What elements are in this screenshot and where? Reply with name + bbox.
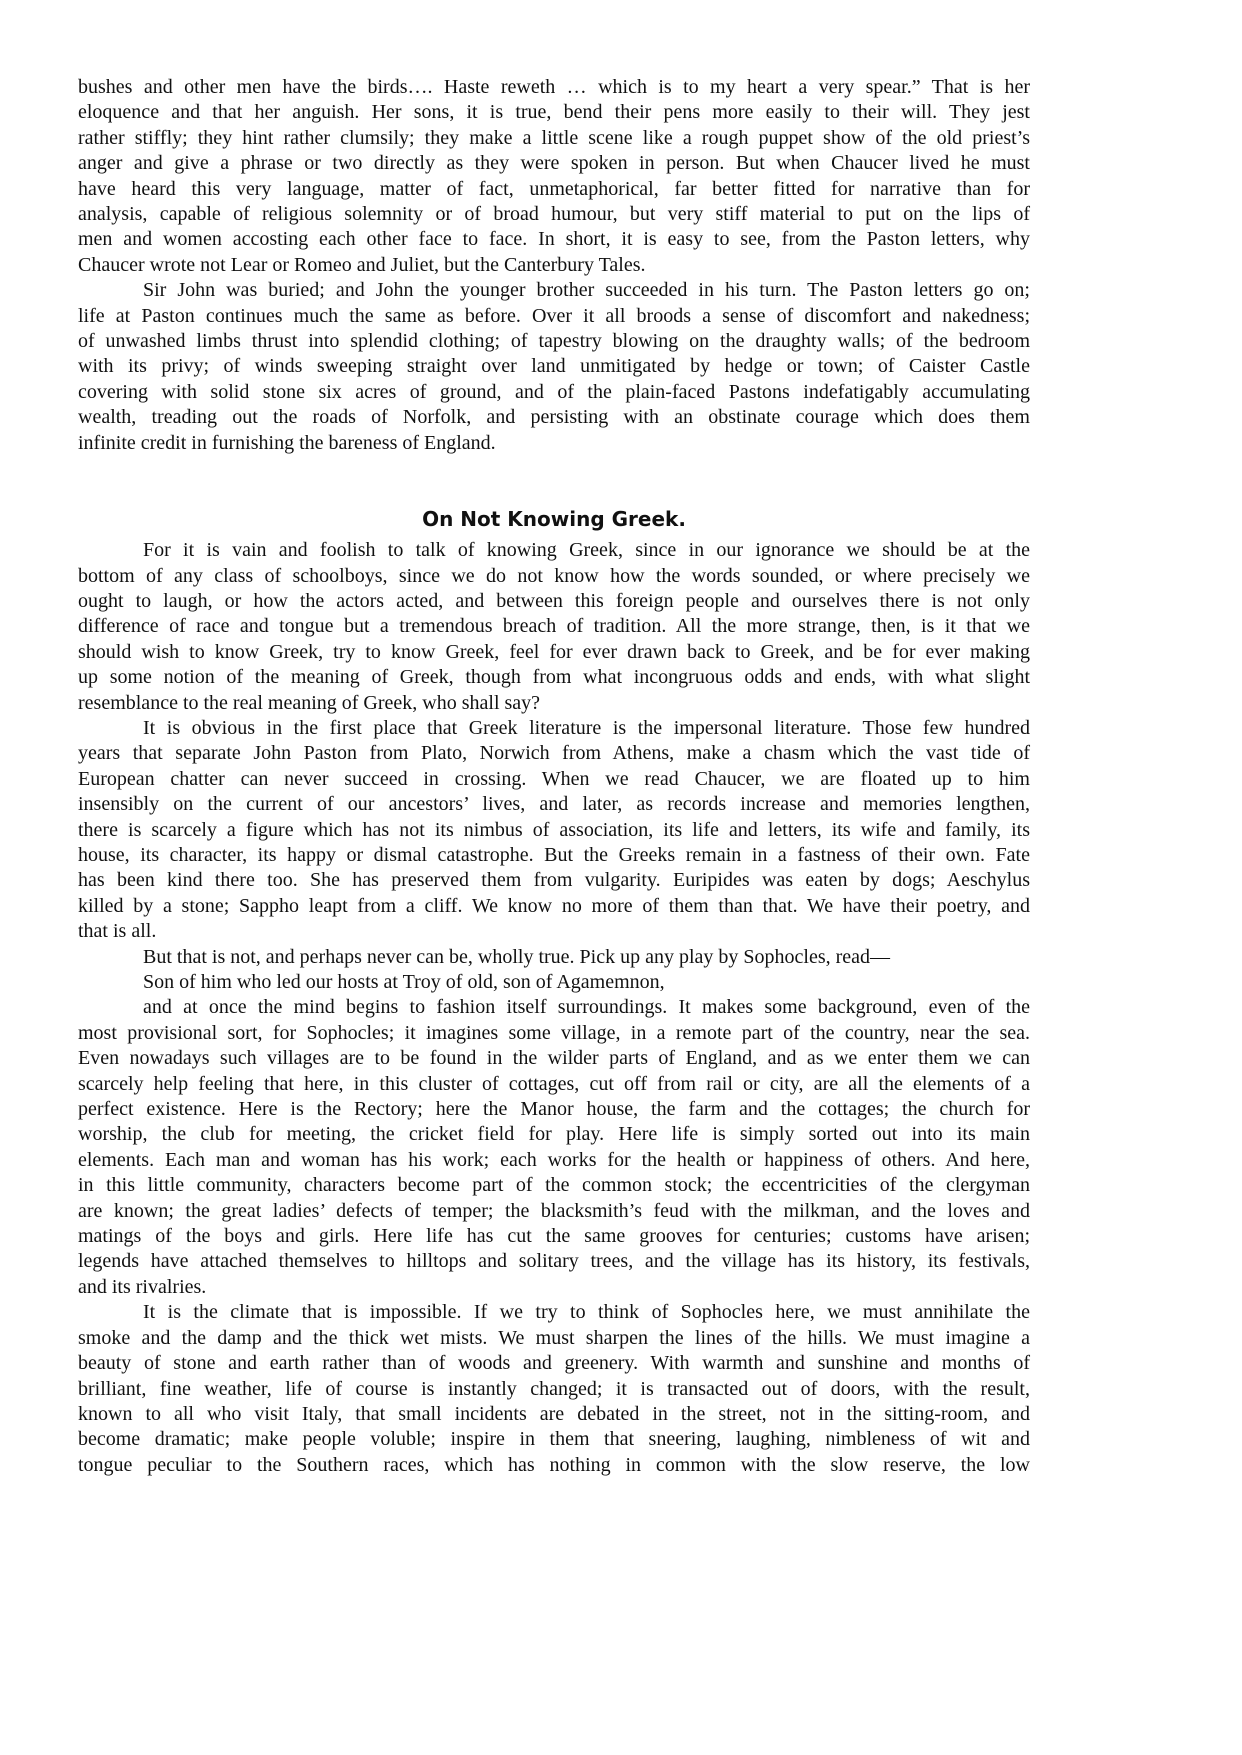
text-line: tongue peculiar to the Southern races, which has nothing in common with the slow reserve, the low xyxy=(78,1453,1030,1476)
text-line: become dramatic; make people voluble; inspire in them that sneering, laughing, nimbleness of wit and xyxy=(78,1428,1030,1451)
text-line: that is all. xyxy=(78,920,157,943)
text-line: most provisional sort, for Sophocles; it imagines some village, in a remote part of the country, near the sea. xyxy=(78,1021,1030,1044)
text-line: beauty of stone and earth rather than of woods and greenery. With warmth and sunshine and months of xyxy=(78,1352,1030,1375)
text-line: house, its character, its happy or dismal catastrophe. But the Greeks remain in a fastness of their own. Fate xyxy=(78,843,1030,866)
paragraph xyxy=(78,995,1030,1300)
text-line: elements. Each man and woman has his work; each works for the health or happiness of others. And here, xyxy=(78,1148,1030,1171)
paragraph xyxy=(78,538,1030,716)
document-section xyxy=(78,75,1030,456)
text-line: For it is vain and foolish to talk of knowing Greek, since in our ignorance we should be at the xyxy=(143,539,1030,562)
text-line: Sir John was buried; and John the younger brother succeeded in his turn. The Paston letters go on; xyxy=(143,279,1030,302)
paragraph xyxy=(78,945,1030,970)
document-page xyxy=(78,75,1030,1478)
paragraph xyxy=(78,716,1030,945)
text-line: scarcely help feeling that here, in this cluster of cottages, cut off from rail or city, are all the elements of a xyxy=(78,1072,1030,1095)
text-line: known to all who visit Italy, that small incidents are debated in the street, not in the sitting-room, and xyxy=(78,1402,1030,1425)
text-line: and its rivalries. xyxy=(78,1275,207,1298)
text-line: Even nowadays such villages are to be found in the wilder parts of England, and as we enter them we can xyxy=(78,1047,1030,1070)
text-line: bottom of any class of schoolboys, since we do not know how the words sounded, or where precisely we xyxy=(78,564,1030,587)
document-section xyxy=(78,506,1030,1478)
text-line: insensibly on the current of our ancestors’ lives, and later, as records increase and memories lengthen, xyxy=(78,793,1030,816)
section-title: On Not Knowing Greek. xyxy=(422,507,686,532)
text-line: difference of race and tongue but a tremendous breach of tradition. All the more strange, then, is it that we xyxy=(78,615,1030,638)
text-line: with its privy; of winds sweeping straight over land unmitigated by hedge or town; of Caister Castle xyxy=(78,355,1030,378)
text-line: rather stiffly; they hint rather clumsily; they make a little scene like a rough puppet show of the old priest’s xyxy=(78,126,1030,149)
text-line: up some notion of the meaning of Greek, though from what incongruous odds and ends, with what slight xyxy=(78,666,1030,689)
text-line: perfect existence. Here is the Rectory; here the Manor house, the farm and the cottages; the church for xyxy=(78,1098,1030,1121)
text-line: should wish to know Greek, try to know Greek, feel for ever drawn back to Greek, and be for ever making xyxy=(78,640,1030,663)
text-line: resemblance to the real meaning of Greek, who shall say? xyxy=(78,691,541,714)
text-line: eloquence and that her anguish. Her sons, it is true, bend their pens more easily to their will. They jest xyxy=(78,101,1030,124)
text-line: are known; the great ladies’ defects of temper; the blacksmith’s feud with the milkman, and the loves and xyxy=(78,1199,1030,1222)
text-line: of unwashed limbs thrust into splendid clothing; of tapestry blowing on the draughty walls; of the bedroom xyxy=(78,330,1030,353)
text-line: ought to laugh, or how the actors acted, and between this foreign people and ourselves there is not only xyxy=(78,589,1030,612)
text-line: and at once the mind begins to fashion itself surroundings. It makes some background, even of the xyxy=(143,996,1030,1019)
paragraph xyxy=(78,75,1030,278)
text-line: Son of him who led our hosts at Troy of old, son of Agamemnon, xyxy=(143,971,665,993)
text-line: in this little community, characters become part of the common stock; the eccentricities of the clergyman xyxy=(78,1174,1030,1197)
text-line: infinite credit in furnishing the bareness of England. xyxy=(78,431,496,454)
text-line: men and women accosting each other face to face. In short, it is easy to see, from the Paston letters, why xyxy=(78,228,1030,251)
text-line: bushes and other men have the birds…. Haste reweth … which is to my heart a very spear.” That is her xyxy=(78,76,1030,98)
text-line: years that separate John Paston from Plato, Norwich from Athens, make a chasm which the vast tide of xyxy=(78,742,1030,765)
text-line: covering with solid stone six acres of ground, and of the plain-faced Pastons indefatigably accumulating xyxy=(78,380,1030,403)
paragraph xyxy=(78,1300,1030,1478)
text-line: life at Paston continues much the same as before. Over it all broods a sense of discomfort and nakedness; xyxy=(78,304,1030,327)
text-line: analysis, capable of religious solemnity or of broad humour, but very stiff material to put on the lips of xyxy=(78,203,1030,226)
text-line: brilliant, fine weather, life of course is instantly changed; it is transacted out of doors, with the result, xyxy=(78,1377,1030,1400)
text-line: wealth, treading out the roads of Norfolk, and persisting with an obstinate courage which does them xyxy=(78,406,1030,429)
text-line: killed by a stone; Sappho leapt from a cliff. We know no more of them than that. We have their poetry, and xyxy=(78,894,1030,917)
text-line: legends have attached themselves to hilltops and solitary trees, and the village has its history, its festivals, xyxy=(78,1250,1030,1273)
text-line: has been kind there too. She has preserved them from vulgarity. Euripides was eaten by dogs; Aeschylus xyxy=(78,869,1030,892)
text-line: there is scarcely a figure which has not its nimbus of association, its life and letters, its wife and family, its xyxy=(78,818,1030,841)
text-line: smoke and the damp and the thick wet mists. We must sharpen the lines of the hills. We must imagine a xyxy=(78,1326,1030,1349)
text-line: It is obvious in the first place that Greek literature is the impersonal literature. Those few hundred xyxy=(143,716,1030,739)
text-line: It is the climate that is impossible. If we try to think of Sophocles here, we must annihilate the xyxy=(143,1301,1030,1324)
text-line: anger and give a phrase or two directly as they were spoken in person. But when Chaucer lived he must xyxy=(78,152,1030,175)
text-line: worship, the club for meeting, the cricket field for play. Here life is simply sorted out into its main xyxy=(78,1123,1030,1146)
text-line: matings of the boys and girls. Here life has cut the same grooves for centuries; customs have arisen; xyxy=(78,1225,1030,1248)
paragraph xyxy=(78,278,1030,456)
text-line: Chaucer wrote not Lear or Romeo and Juliet, but the Canterbury Tales. xyxy=(78,253,646,276)
text-line: European chatter can never succeed in crossing. When we read Chaucer, we are floated up to him xyxy=(78,767,1030,790)
text-line: But that is not, and perhaps never can be, wholly true. Pick up any play by Sophocles, read— xyxy=(143,945,891,968)
paragraph xyxy=(78,970,1030,995)
text-line: have heard this very language, matter of fact, unmetaphorical, far better fitted for narrative than for xyxy=(78,177,1030,200)
